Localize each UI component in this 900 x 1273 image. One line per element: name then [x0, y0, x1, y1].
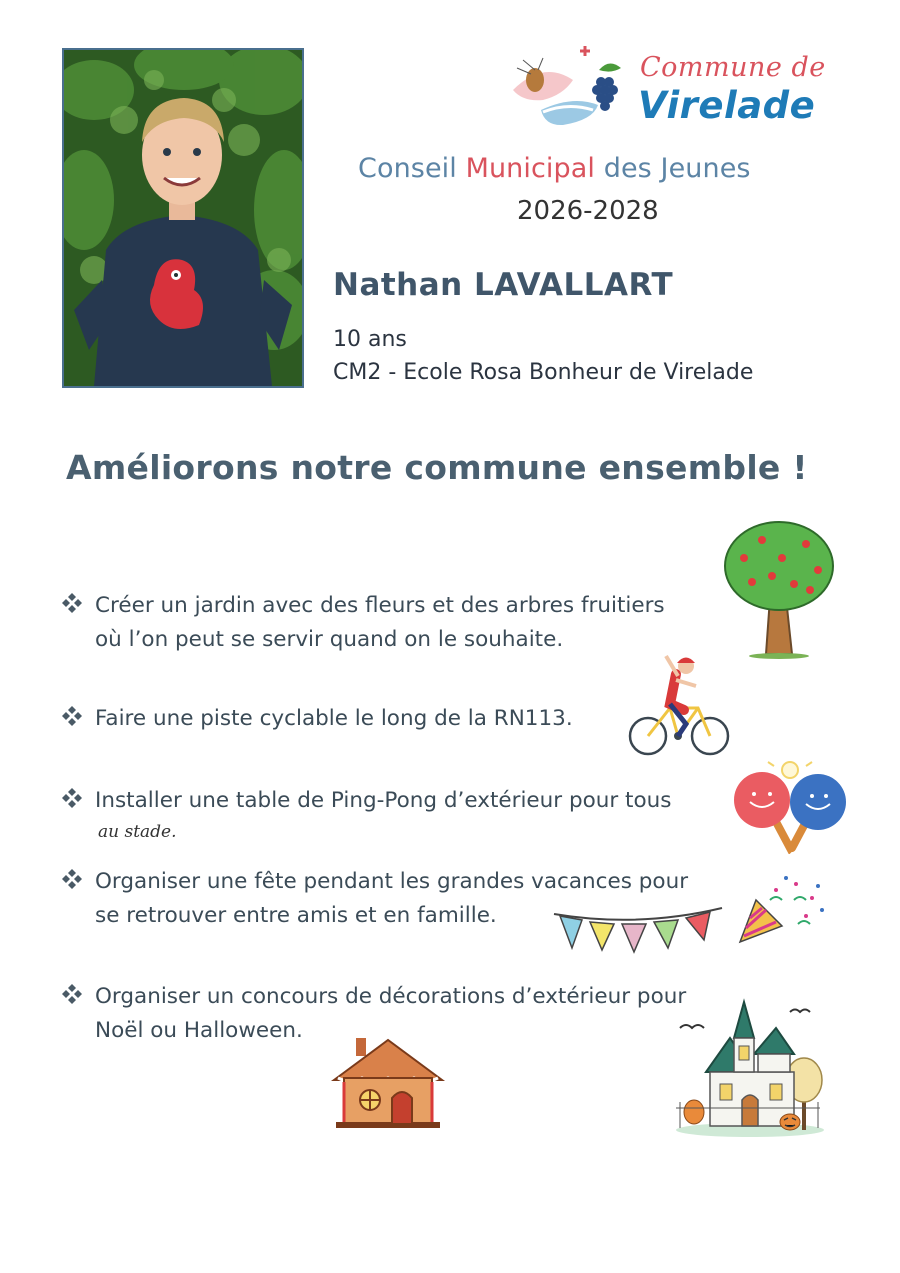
term-years: 2026-2028	[517, 196, 659, 226]
council-title	[358, 153, 751, 184]
gingerbread-house-icon	[330, 1036, 446, 1130]
bullet-diamond-icon	[62, 706, 82, 726]
item-text-line: Installer une table de Ping-Pong d’extérieur pour tous	[95, 788, 672, 813]
cyclist-icon	[626, 646, 732, 758]
bunting-flags-icon	[552, 906, 724, 958]
bullet-diamond-icon	[62, 984, 82, 1004]
item-text-line: Créer un jardin avec des fleurs et des arbres fruitiers	[95, 593, 665, 618]
candidate-age: 10 ans	[333, 327, 407, 352]
item-text-line: se retrouver entre amis et en famille.	[95, 903, 497, 928]
ping-pong-paddles-icon	[732, 758, 848, 854]
item-text-line: Organiser un concours de décorations d’extérieur pour	[95, 984, 687, 1009]
bullet-diamond-icon	[62, 593, 82, 613]
council-title-part2: Municipal	[465, 153, 596, 184]
headline: Améliorons notre commune ensemble !	[66, 448, 808, 487]
candidate-name: Nathan LAVALLART	[333, 267, 674, 303]
logo-virelade-text: Virelade	[638, 84, 816, 127]
apple-tree-icon	[722, 518, 836, 660]
item-text-line: Faire une piste cyclable le long de la RN113.	[95, 706, 573, 731]
bullet-diamond-icon	[62, 788, 82, 808]
party-popper-icon	[736, 870, 830, 946]
item-text-line: Noël ou Halloween.	[95, 1018, 303, 1043]
logo-commune-text: Commune de	[640, 52, 826, 83]
commune-logo	[503, 40, 631, 132]
handwritten-note: au stade.	[98, 822, 177, 842]
council-title-part3: des Jeunes	[603, 153, 751, 184]
candidate-photo	[62, 48, 304, 388]
council-title-part1: Conseil	[358, 153, 457, 184]
item-text-line: Organiser une fête pendant les grandes vacances pour	[95, 869, 689, 894]
candidate-school: CM2 - Ecole Rosa Bonheur de Virelade	[333, 360, 754, 385]
haunted-house-icon	[670, 998, 828, 1138]
item-text-line: où l’on peut se servir quand on le souhaite.	[95, 627, 564, 652]
bullet-diamond-icon	[62, 869, 82, 889]
